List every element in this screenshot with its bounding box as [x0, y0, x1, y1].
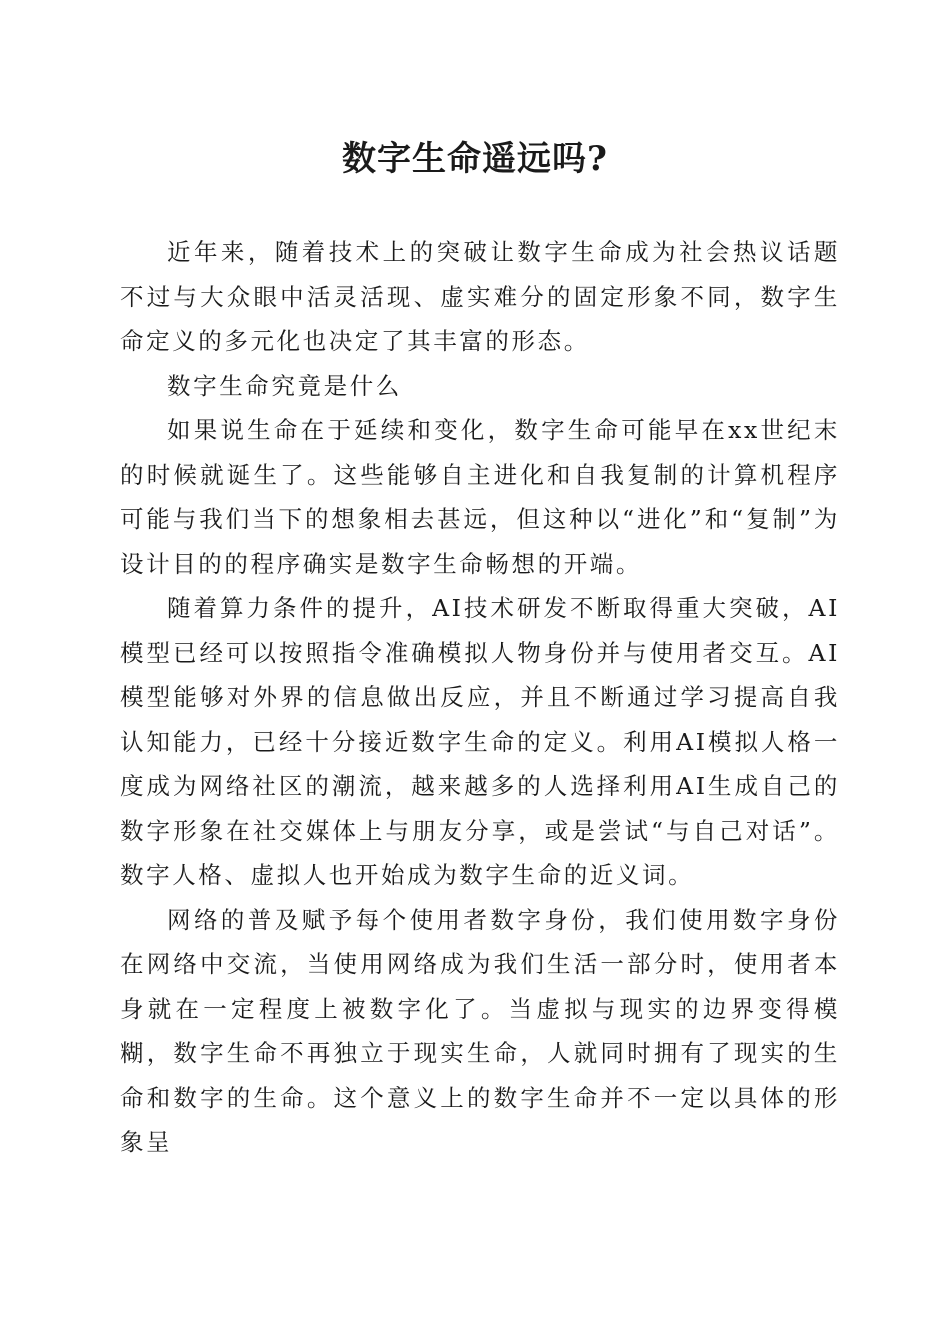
paragraph-subheading: 数字生命究竟是什么 — [167, 371, 402, 400]
paragraph-origin: 如果说生命在于延续和变化，数字生命可能早在xx世纪末的时候就诞生了。这些能够自主进化和自我复制的计算机程序可能与我们当下的想象相去甚远，但这种以“进化”和“复制”为设计目的的程序确实是数字生命畅想的开端。 — [120, 416, 840, 578]
document-body — [120, 230, 840, 1165]
document-title: 数字生命遥远吗? — [342, 139, 608, 179]
paragraph-digital-identity: 网络的普及赋予每个使用者数字身份，我们使用数字身份在网络中交流，当使用网络成为我们生活一部分时，使用者本身就在一定程度上被数字化了。当虚拟与现实的边界变得模糊，数字生命不再独立于现实生命，人就同时拥有了现实的生命和数字的生命。这个意义上的数字生命并不一定以具体的形象呈 — [120, 905, 840, 1156]
paragraph-ai-models: 随着算力条件的提升，AI技术研发不断取得重大突破，AI模型已经可以按照指令准确模拟人物身份并与使用者交互。AI模型能够对外界的信息做出反应，并且不断通过学习提高自我认知能力，已经十分接近数字生命的定义。利用AI模拟人格一度成为网络社区的潮流，越来越多的人选择利用AI生成自己的数字形象在社交媒体上与朋友分享，或是尝试“与自己对话”。数字人格、虚拟人也开始成为数字生命的近义词。 — [120, 594, 840, 889]
paragraph-intro: 近年来，随着技术上的突破让数字生命成为社会热议话题不过与大众眼中活灵活现、虚实难分的固定形象不同，数字生命定义的多元化也决定了其丰富的形态。 — [120, 238, 840, 355]
